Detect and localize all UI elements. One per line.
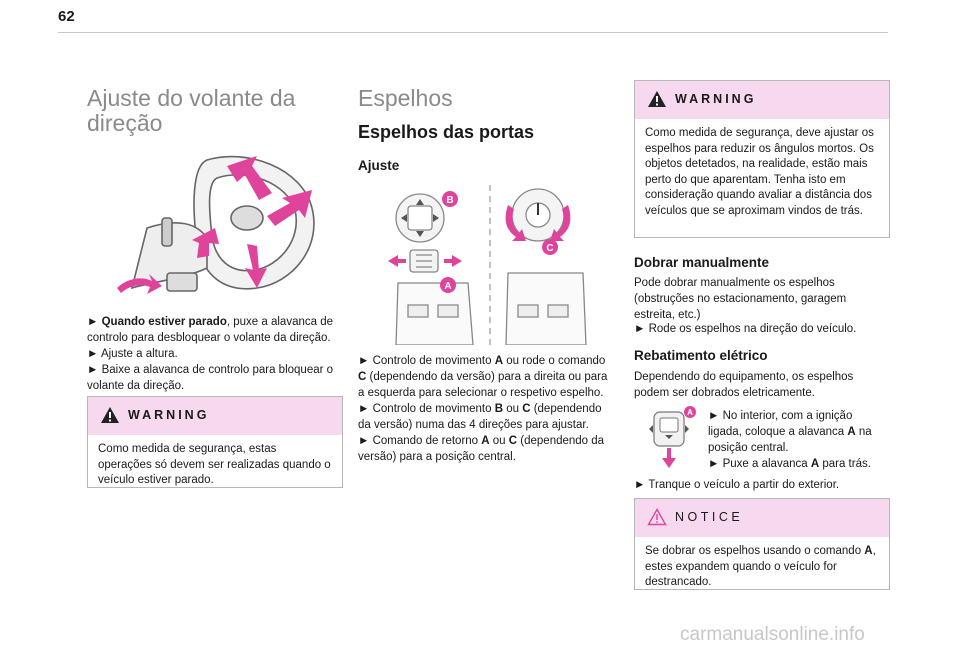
text: , estes expandem quando o veículo for destrancado. <box>645 545 876 588</box>
watermark: carmanualsonline.info <box>680 624 865 645</box>
text: ou rode o comando <box>503 355 606 367</box>
bullet: ► <box>358 435 370 447</box>
label-a: A <box>687 408 693 417</box>
steering-title-line1: Ajuste do volante da <box>87 85 296 111</box>
steering-step-2 <box>87 346 343 362</box>
mirror-warning-box <box>634 80 890 238</box>
text-bold: B <box>494 403 503 415</box>
text: Comando de retorno <box>372 435 482 447</box>
electric-fold-title: Rebatimento elétrico <box>634 348 768 363</box>
steering-step-2-text: Ajuste a altura. <box>100 348 178 360</box>
notice-header <box>635 499 889 537</box>
text: Puxe a alavanca <box>722 458 811 470</box>
label-a: A <box>444 281 452 292</box>
steering-step-3-text: Baixe a alavanca de controlo para bloquear o volante da direção. <box>87 364 334 392</box>
text: Controlo de movimento <box>372 403 495 415</box>
text-bold: A <box>810 458 820 470</box>
steering-wheel-illustration <box>107 148 327 298</box>
label-c: C <box>546 243 554 254</box>
notice-text <box>635 537 889 599</box>
text-bold: A <box>494 355 503 367</box>
bullet: ► <box>87 364 99 376</box>
text-bold: A <box>481 435 490 447</box>
mirror-para-3 <box>358 433 616 465</box>
notice-triangle-icon <box>647 508 667 526</box>
text: na posição central. <box>708 426 872 454</box>
mirror-para-1 <box>358 353 616 401</box>
text-bold: C <box>358 371 367 383</box>
text: ou <box>503 403 523 415</box>
text: (dependendo da versão) para a direita ou para a esquerda para selecionar o respetivo espelho. <box>358 371 608 399</box>
text: ou <box>489 435 509 447</box>
steering-step-1-bold: Quando estiver parado <box>101 316 227 328</box>
warning-triangle-icon <box>647 90 667 108</box>
bullet: ► <box>634 323 646 335</box>
page-number: 62 <box>58 8 75 25</box>
mirror-para-2 <box>358 401 616 433</box>
electric-fold-text: Dependendo do equipamento, os espelhos podem ser dobrados eletricamente. <box>634 371 854 399</box>
mirror-controls-illustration <box>388 185 618 345</box>
door-mirrors-subtitle: Espelhos das portas <box>358 122 535 142</box>
text: Controlo de movimento <box>372 355 495 367</box>
bullet: ► <box>708 458 720 470</box>
warning-label: WARNING <box>675 92 757 106</box>
mirrors-title: Espelhos <box>358 85 453 111</box>
text: (dependendo da versão) numa das 4 direções para ajustar. <box>358 403 602 431</box>
steering-title <box>87 86 347 136</box>
steering-title-line2: direção <box>87 110 163 136</box>
bullet: ► <box>87 348 99 360</box>
text-bold: A <box>864 545 873 557</box>
notice-label: NOTICE <box>675 510 744 524</box>
bullet: ► <box>87 316 99 328</box>
steering-warning-box <box>87 396 343 488</box>
text: No interior, com a ignição ligada, coloque a alavanca <box>708 410 853 438</box>
warning-header <box>88 397 342 435</box>
warning-triangle-icon <box>100 406 120 424</box>
bullet: ► <box>634 479 646 491</box>
manual-fold-text: Pode dobrar manualmente os espelhos (obstruções no estacionamento, garagem estreita, etc.) <box>634 277 847 321</box>
text-bold: C <box>522 403 531 415</box>
steering-step-1 <box>87 314 343 346</box>
text-bold: C <box>508 435 518 447</box>
electric-fold-step-2 <box>708 456 888 472</box>
adjust-section-title: Ajuste <box>358 158 400 173</box>
bullet: ► <box>358 403 370 415</box>
bullet: ► <box>708 410 720 422</box>
text: Se dobrar os espelhos usando o comando <box>645 545 865 557</box>
bullet: ► <box>358 355 370 367</box>
manual-fold-title: Dobrar manualmente <box>634 255 770 270</box>
manual-fold-step-text: Rode os espelhos na direção do veículo. <box>648 323 857 335</box>
warning-header <box>635 81 889 119</box>
text: para trás. <box>819 458 871 470</box>
warning-text: Como medida de segurança, estas operações só devem ser realizadas quando o veículo estiver parado. <box>98 443 331 486</box>
steering-step-3 <box>87 362 343 394</box>
text: (dependendo da versão) para a posição central. <box>358 435 605 463</box>
lock-step <box>634 477 890 493</box>
warning-text: Como medida de segurança, deve ajustar os espelhos para reduzir os ângulos mortos. Os objetos detetados, na realidade, estão mais perto do que aparentam. Tenha isto em consideração quando avaliar a distância dos veículos que se aproximam vindos de trás. <box>645 127 874 217</box>
text-bold: A <box>847 426 856 438</box>
notice-box <box>634 498 890 590</box>
electric-fold-step-1 <box>708 408 888 456</box>
lock-step-text: Tranque o veículo a partir do exterior. <box>648 479 840 491</box>
fold-lever-illustration <box>646 406 700 470</box>
warning-label: WARNING <box>128 408 210 422</box>
top-rule <box>58 32 888 33</box>
label-b: B <box>446 195 454 206</box>
manual-fold-step <box>634 321 890 337</box>
steering-step-1-text: , puxe a alavanca de controlo para desbloquear o volante da direção. <box>87 316 333 344</box>
